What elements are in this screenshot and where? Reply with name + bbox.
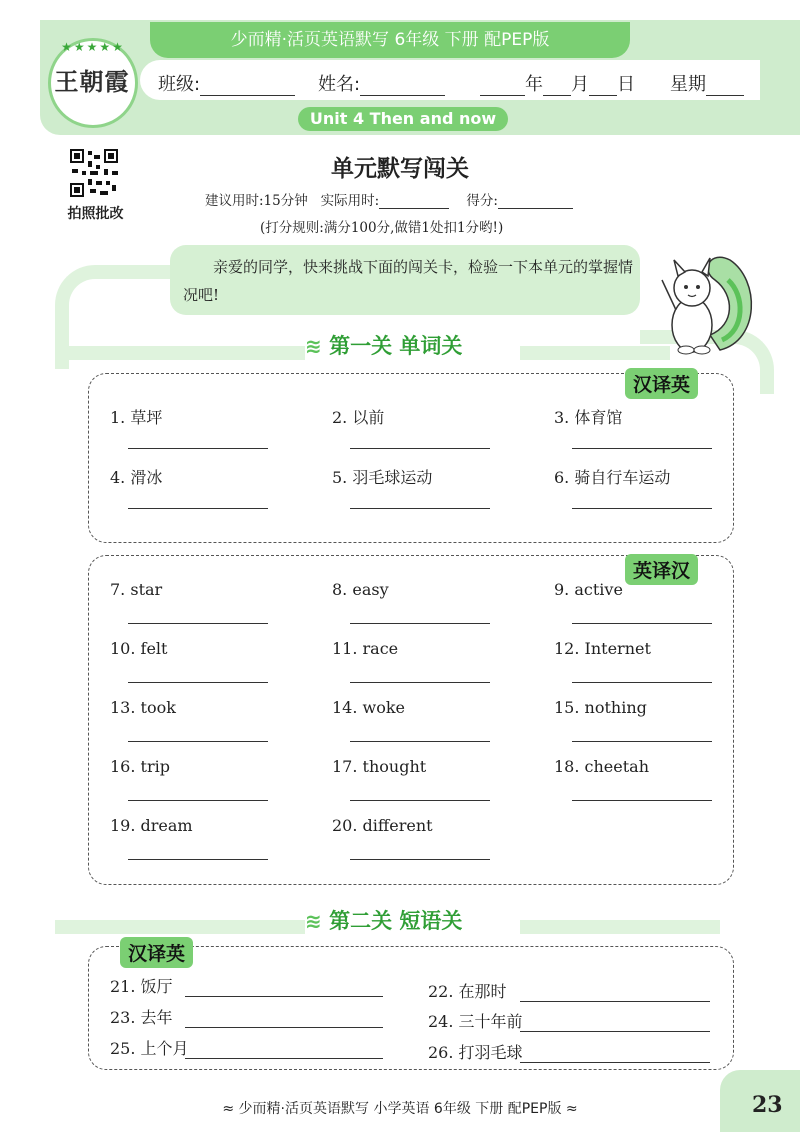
question-label: 2. 以前 <box>332 408 385 427</box>
unit-label: Unit 4 Then and now <box>298 107 508 131</box>
answer-blank[interactable] <box>520 1031 710 1032</box>
question-label: 11. race <box>332 639 399 658</box>
question-label: 4. 滑冰 <box>110 468 163 487</box>
question-label: 13. took <box>110 698 176 717</box>
question-label: 8. easy <box>332 580 389 599</box>
question-label: 20. different <box>332 816 433 835</box>
page-number: 23 <box>752 1092 783 1118</box>
answer-blank[interactable] <box>572 448 712 449</box>
answer-blank[interactable] <box>350 623 490 624</box>
answer-blank[interactable] <box>350 508 490 509</box>
question-label: 22. 在那时 <box>428 982 507 1001</box>
footer-text: ≈ 少而精·活页英语默写 小学英语 6年级 下册 配PEP版 ≈ <box>222 1101 578 1117</box>
answer-blank[interactable] <box>572 508 712 509</box>
decorative-band <box>55 336 305 360</box>
question-label: 6. 骑自行车运动 <box>554 468 671 487</box>
question-label: 1. 草坪 <box>110 408 163 427</box>
section-tag-cn-to-en: 汉译英 <box>120 937 193 968</box>
question-label: 3. 体育馆 <box>554 408 623 427</box>
level1-heading: ≋ 第一关 单词关 <box>305 334 463 358</box>
answer-blank[interactable] <box>350 859 490 860</box>
answer-blank[interactable] <box>572 800 712 801</box>
decorative-band <box>520 336 670 360</box>
question-label: 16. trip <box>110 757 170 776</box>
answer-blank[interactable] <box>350 800 490 801</box>
logo-text: 王朝霞 <box>54 67 130 96</box>
star-icon: ★★★★★ <box>61 40 125 54</box>
answer-blank[interactable] <box>572 623 712 624</box>
question-label: 5. 羽毛球运动 <box>332 468 433 487</box>
question-label: 10. felt <box>110 639 168 658</box>
answer-blank[interactable] <box>185 1058 383 1059</box>
question-label: 26. 打羽毛球 <box>428 1043 523 1062</box>
answer-blank[interactable] <box>128 682 268 683</box>
answer-blank[interactable] <box>350 682 490 683</box>
answer-blank[interactable] <box>128 859 268 860</box>
question-label: 25. 上个月 <box>110 1039 189 1058</box>
answer-blank[interactable] <box>128 508 268 509</box>
answer-blank[interactable] <box>185 1027 383 1028</box>
book-title: 少而精·活页英语默写 6年级 下册 配PEP版 <box>150 22 630 58</box>
answer-blank[interactable] <box>520 1001 710 1002</box>
decorative-band <box>520 910 720 934</box>
weekday-field[interactable]: 星期 <box>670 70 744 96</box>
wave-icon: ≋ <box>305 909 322 933</box>
question-label: 9. active <box>554 580 623 599</box>
answer-blank[interactable] <box>185 996 383 997</box>
answer-blank[interactable] <box>128 741 268 742</box>
scoring-rule: (打分规则:满分100分,做错1处扣1分哟!) <box>260 220 504 236</box>
question-label: 14. woke <box>332 698 406 717</box>
answer-blank[interactable] <box>350 448 490 449</box>
answer-blank[interactable] <box>572 741 712 742</box>
section-tag-cn-to-en: 汉译英 <box>625 368 698 399</box>
answer-blank[interactable] <box>128 800 268 801</box>
name-field[interactable]: 姓名: <box>318 70 445 96</box>
question-label: 24. 三十年前 <box>428 1012 523 1031</box>
level2-heading: ≋ 第二关 短语关 <box>305 909 463 933</box>
decorative-band <box>55 910 305 934</box>
question-label: 19. dream <box>110 816 193 835</box>
answer-blank[interactable] <box>572 682 712 683</box>
section-tag-en-to-cn: 英译汉 <box>625 554 698 585</box>
page-title: 单元默写闯关 <box>331 156 469 182</box>
word-section-b-box <box>88 555 734 885</box>
answer-blank[interactable] <box>128 448 268 449</box>
date-field[interactable]: 年 月 日 <box>480 70 635 96</box>
answer-blank[interactable] <box>350 741 490 742</box>
student-info-form <box>140 60 760 100</box>
answer-blank[interactable] <box>520 1062 710 1063</box>
question-label: 7. star <box>110 580 163 599</box>
speech-bubble-text: 亲爱的同学，快来挑战下面的闯关卡，检验一下本单元的掌握情况吧! <box>183 258 634 304</box>
answer-blank[interactable] <box>128 623 268 624</box>
question-label: 17. thought <box>332 757 427 776</box>
class-field[interactable]: 班级: <box>158 70 295 96</box>
question-label: 21. 饭厅 <box>110 977 173 996</box>
question-label: 12. Internet <box>554 639 651 658</box>
question-label: 15. nothing <box>554 698 647 717</box>
question-label: 23. 去年 <box>110 1008 173 1027</box>
timing-info: 建议用时:15分钟 实际用时: 得分: <box>205 189 573 209</box>
question-label: 18. cheetah <box>554 757 650 776</box>
wave-icon: ≋ <box>305 334 322 358</box>
scan-to-grade-label: 拍照批改 <box>67 206 124 222</box>
